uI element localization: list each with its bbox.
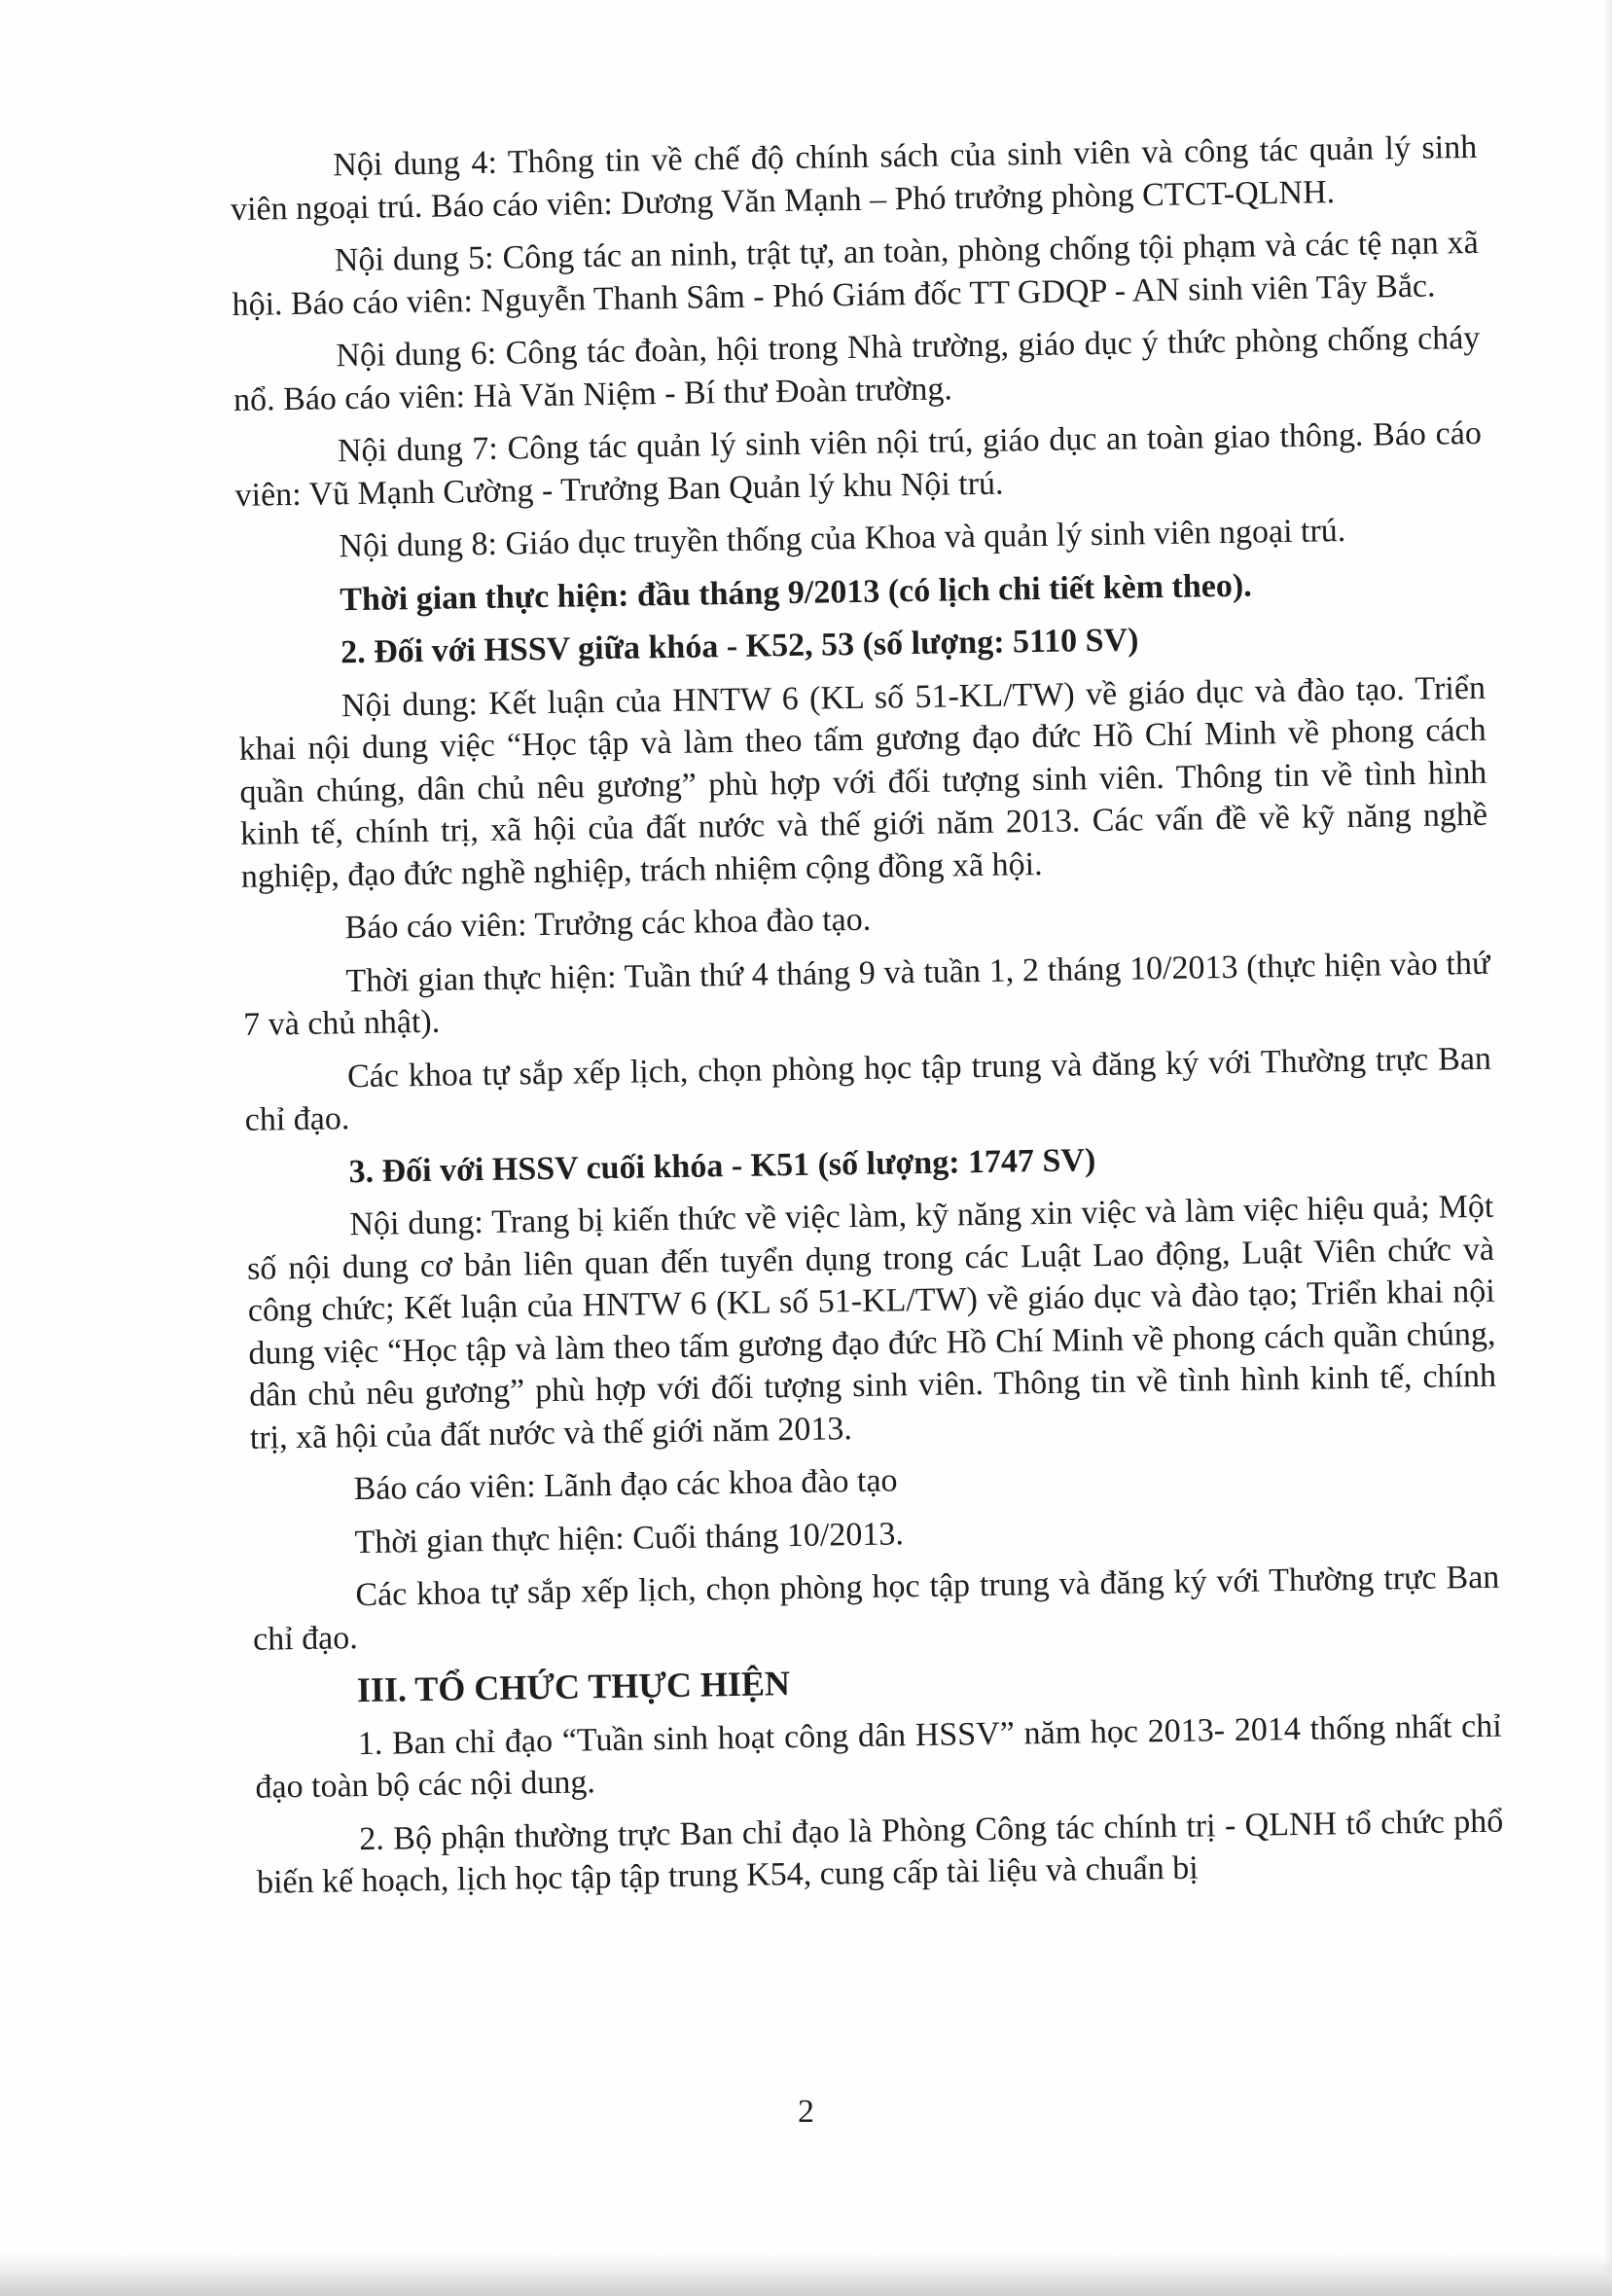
section-3-heading: 3. Đối với HSSV cuối khóa - K51 (số lượng: 1747 SV)	[348, 1141, 1096, 1190]
section-3-schedule-note: Các khoa tự sắp xếp lịch, chọn phòng học tập trung và đăng ký với Thường trực Ban chỉ đạo.	[252, 1559, 1500, 1658]
scan-edge-bottom	[0, 2253, 1612, 2296]
section-iii-heading: III. TỔ CHỨC THỰC HIỆN	[356, 1664, 791, 1710]
section-3-content: Nội dung: Trang bị kiến thức về việc làm, kỹ năng xin việc và làm việc hiệu quả; Một số nội dung cơ bản liên quan đến tuyển dụng trong các Luật Lao động, Luật Viên chức và công chức; Kết luận của HNTW 6 (KL số 51-KL/TW) về giáo dục và đào tạo; Triển khai nội dung việc “Học tập và làm theo tấm gương đạo đức Hồ Chí Minh về phong cách quần chúng, dân chủ nêu gương” phù hợp với đối tượng sinh viên. Thông tin về tình hình kinh tế, chính trị, xã hội của đất nước và thế giới năm 2013.	[246, 1188, 1497, 1456]
paragraph-content-8: Nội dung 8: Giáo dục truyền thống của Khoa và quản lý sinh viên ngoại trú.	[339, 513, 1346, 565]
section-3-time: Thời gian thực hiện: Cuối tháng 10/2013.	[354, 1515, 905, 1561]
paragraph-content-7: Nội dung 7: Công tác quản lý sinh viên nội trú, giáo dục an toàn giao thông. Báo cáo viên: Vũ Mạnh Cường - Trưởng Ban Quản lý khu Nội trú.	[234, 414, 1483, 514]
paragraph-content-5: Nội dung 5: Công tác an ninh, trật tự, an toàn, phòng chống tội phạm và các tệ nạn xã hội. Báo cáo viên: Nguyễn Thanh Sâm - Phó Giám đốc TT GDQP - AN sinh viên Tây Bắc.	[232, 224, 1480, 323]
section-3-presenter: Báo cáo viên: Lãnh đạo các khoa đào tạo	[353, 1462, 898, 1508]
paragraph-content-6: Nội dung 6: Công tác đoàn, hội trong Nhà trường, giáo dục ý thức phòng chống cháy nổ. Báo cáo viên: Hà Văn Niệm - Bí thư Đoàn trường.	[233, 319, 1481, 418]
section-2-content: Nội dung: Kết luận của HNTW 6 (KL số 51-KL/TW) về giáo dục và đào tạo. Triển khai nội dung việc “Học tập và làm theo tấm gương đạo đức Hồ Chí Minh về phong cách quần chúng, dân chủ nêu gương” phù hợp với đối tượng sinh viên. Thông tin về tình hình kinh tế, chính trị, xã hội của đất nước và thế giới năm 2013. Các vấn đề về kỹ năng nghề nghiệp, đạo đức nghề nghiệp, trách nhiệm cộng đồng xã hội.	[238, 669, 1488, 895]
paragraph-content-4: Nội dung 4: Thông tin về chế độ chính sách của sinh viên và công tác quản lý sinh viên ngoại trú. Báo cáo viên: Dương Văn Mạnh – Phó trưởng phòng CTCT-QLNH.	[230, 128, 1478, 228]
section-2-time: Thời gian thực hiện: Tuần thứ 4 tháng 9 và tuần 1, 2 tháng 10/2013 (thực hiện vào thứ 7 và chủ nhật).	[242, 945, 1490, 1043]
scan-edge-right	[1604, 0, 1612, 2296]
implementation-item-2: 2. Bộ phận thường trực Ban chỉ đạo là Phòng Công tác chính trị - QLNH tổ chức phổ biến kế hoạch, lịch học tập tập trung K54, cung cấp tài liệu và chuẩn bị	[256, 1803, 1504, 1901]
section-2-heading: 2. Đối với HSSV giữa khóa - K52, 53 (số lượng: 5110 SV)	[340, 622, 1139, 671]
section-2-presenter: Báo cáo viên: Trưởng các khoa đào tạo.	[344, 901, 872, 947]
document-body	[230, 126, 1504, 1915]
implementation-item-1: 1. Ban chỉ đạo “Tuần sinh hoạt công dân HSSV” năm học 2013- 2014 thống nhất chỉ đạo toàn bộ các nội dung.	[255, 1707, 1502, 1806]
page-number: 2	[798, 2094, 814, 2130]
implementation-time-heading: Thời gian thực hiện: đầu tháng 9/2013 (có lịch chi tiết kèm theo).	[340, 567, 1252, 618]
section-2-schedule-note: Các khoa tự sắp xếp lịch, chọn phòng học tập trung và đăng ký với Thường trực Ban chỉ đạo.	[244, 1040, 1492, 1138]
